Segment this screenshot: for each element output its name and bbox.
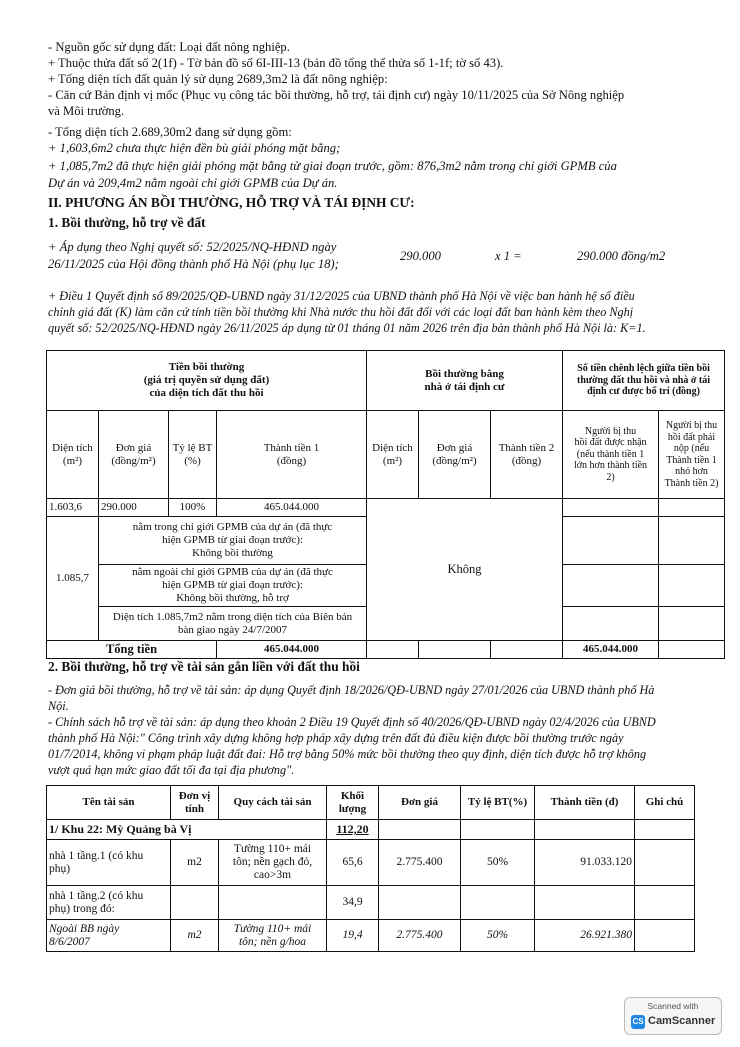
cell-qty: 19,4 (327, 920, 379, 952)
cell: 290.000 (99, 499, 169, 517)
col-price2: Đơn giá (đồng/m²) (419, 411, 491, 499)
subsection-heading: 2. Bồi thường, hỗ trợ về tài sản gắn liền với đất thu hồi (48, 659, 360, 674)
asset-table (46, 785, 695, 952)
col-receive: Người bị thu hồi đất được nhận (nếu thành tiền 1 lớn hơn thành tiền 2) (563, 411, 659, 499)
cell: nằm ngoài chỉ giới GPMB của dự án (đã thực hiện GPMB từ giai đoạn trước): Không bồi thường, hỗ trợ (99, 565, 367, 607)
cell-note (635, 840, 695, 886)
header-row (47, 786, 695, 820)
column-header: Quy cách tài sản (219, 786, 327, 820)
text-line: - Tổng diện tích 2.689,30m2 đang sử dụng gồm: (48, 125, 292, 139)
section-heading: II. PHƯƠNG ÁN BỒI THƯỜNG, HỖ TRỢ VÀ TÁI ĐỊNH CƯ: (48, 195, 415, 210)
column-header: Khối lượng (327, 786, 379, 820)
cell-amount: 91.033.120 (535, 840, 635, 886)
cell-unit: m2 (171, 840, 219, 886)
col-rate: Tỷ lệ BT (%) (169, 411, 217, 499)
watermark-text: Scanned with (647, 1001, 699, 1011)
cell-unit (171, 886, 219, 920)
table-row (47, 886, 695, 920)
text-line: - Chính sách hỗ trợ về tài sản: áp dụng theo khoản 2 Điều 19 Quyết định số 40/2026/QĐ-UBND ngày 02/4/2026 của UBND (48, 715, 656, 729)
text-line: + Thuộc thửa đất số 2(1f) - Tờ bản đồ số 6I-III-13 (bản đồ tổng thể thửa số 1-1f; tờ số 43). (48, 56, 504, 70)
text-line: + Áp dụng theo Nghị quyết số: 52/2025/NQ-HĐND ngày (48, 240, 337, 254)
text-line: + 1,603,6m2 chưa thực hiện đền bù giải phóng mặt bằng; (48, 141, 341, 155)
header-land-value: Tiền bồi thường (giá trị quyền sử dụng đất) của diện tích đất thu hồi (47, 351, 367, 411)
column-header: Đơn vị tính (171, 786, 219, 820)
cell: nằm trong chỉ giới GPMB của dự án (đã thực hiện GPMB từ giai đoạn trước): Không bồi thường (99, 517, 367, 565)
text-line: Nội. (48, 699, 69, 713)
cell-price (379, 886, 461, 920)
text-line: + Điều 1 Quyết định số 89/2025/QĐ-UBND ngày 31/12/2025 của UBND thành phố Hà Nội về việc ban hành hệ số điều (48, 289, 635, 303)
unit-price: 290.000 (400, 249, 441, 263)
text-line: 01/7/2014, không vi phạm pháp luật đất đai: Hỗ trợ bằng 50% mức bồi thường theo quy định, diện tích được hỗ trợ không (48, 747, 647, 761)
table-row (47, 840, 695, 886)
text-line: + Tổng diện tích đất quản lý sử dụng 2689,3m2 là đất nông nghiệp: (48, 72, 388, 86)
column-header: Tỷ lệ BT(%) (461, 786, 535, 820)
total-receive: 465.044.000 (563, 641, 659, 659)
adjusted-price: 290.000 đồng/m2 (577, 249, 666, 263)
cell-name: nhà 1 tầng.2 (có khu phụ) trong đó: (47, 886, 171, 920)
text-line: vượt quá hạn mức giao đất tối đa tại địa phương". (48, 763, 295, 777)
text-line: 26/11/2025 của Hội đồng thành phố Hà Nội (phụ lục 18); (48, 257, 339, 271)
subsection-heading: 1. Bồi thường, hỗ trợ về đất (48, 215, 206, 230)
header-resettlement: Bồi thường bằng nhà ở tái định cư (367, 351, 563, 411)
cell: 1.603,6 (47, 499, 99, 517)
col-pay: Người bị thu hồi đất phải nộp (nếu Thành tiền 1 nhỏ hơn Thành tiền 2) (659, 411, 725, 499)
text-line: - Đơn giá bồi thường, hỗ trợ về tài sản: áp dụng Quyết định 18/2026/QĐ-UBND ngày 27/01/2026 của UBND thành phố Hà (48, 683, 655, 697)
total-label: Tổng tiền (47, 641, 217, 659)
cell-qty: 65,6 (327, 840, 379, 886)
camscanner-logo-icon: CS (631, 1015, 645, 1029)
camscanner-watermark (624, 997, 722, 1035)
cell-spec: Tường 110+ mái tôn; nền gạch đỏ, cao>3m (219, 840, 327, 886)
text-line: - Nguồn gốc sử dụng đất: Loại đất nông nghiệp. (48, 40, 290, 54)
cell-name: Ngoài BB ngày 8/6/2007 (47, 920, 171, 952)
cell-price: 2.775.400 (379, 920, 461, 952)
column-header: Tên tài sản (47, 786, 171, 820)
cell-amount: 26.921.380 (535, 920, 635, 952)
cell-amount (535, 886, 635, 920)
land-compensation-table (46, 350, 725, 659)
cell-note (635, 886, 695, 920)
col-area: Diện tích (m²) (47, 411, 99, 499)
col-amount2: Thành tiền 2 (đồng) (491, 411, 563, 499)
total-amount: 465.044.000 (217, 641, 367, 659)
cell: 1.085,7 (47, 517, 99, 641)
zone-label: 1/ Khu 22: Mỳ Quảng bà Vị (47, 820, 327, 840)
col-price: Đơn giá (đồng/m²) (99, 411, 169, 499)
cell: 100% (169, 499, 217, 517)
text-line: và Môi trường. (48, 104, 125, 118)
text-line: thành phố Hà Nội:" Công trình xây dựng không hợp pháp xây dựng trên đất đủ điều kiện được bồi thường trước ngày (48, 731, 624, 745)
resettlement-value: Không (367, 499, 563, 641)
table-row (47, 920, 695, 952)
cell-rate: 50% (461, 840, 535, 886)
zone-quantity: 112,20 (327, 820, 379, 840)
col-area2: Diện tích (m²) (367, 411, 419, 499)
cell-rate: 50% (461, 920, 535, 952)
header-difference: Số tiền chênh lệch giữa tiền bồi thường đất thu hồi và nhà ở tái định cư được bố trí (đồng) (563, 351, 725, 411)
column-header: Thành tiền (đ) (535, 786, 635, 820)
cell-price: 2.775.400 (379, 840, 461, 886)
cell-spec (219, 886, 327, 920)
cell-note (635, 920, 695, 952)
cell: Diện tích 1.085,7m2 nằm trong diện tích của Biên bản bàn giao ngày 24/7/2007 (99, 607, 367, 641)
column-header: Ghi chú (635, 786, 695, 820)
text-line: quyết số: 52/2025/NQ-HĐND ngày 26/11/2025 áp dụng từ 01 tháng 01 năm 2026 trên địa bàn thành phố Hà Nội là: K=1. (48, 321, 646, 335)
cell-name: nhà 1 tầng.1 (có khu phụ) (47, 840, 171, 886)
col-amount1: Thành tiền 1 (đồng) (217, 411, 367, 499)
cell: 465.044.000 (217, 499, 367, 517)
text-line: + 1,085,7m2 đã thực hiện giải phóng mặt bằng từ giai đoạn trước, gồm: 876,3m2 nằm trong chỉ giới GPMB của (48, 159, 617, 173)
watermark-brand: CamScanner (648, 1015, 716, 1027)
cell-spec: Tường 110+ mái tôn; nền g/hoa (219, 920, 327, 952)
column-header: Đơn giá (379, 786, 461, 820)
text-line: - Căn cứ Bản định vị mốc (Phục vụ công tác bồi thường, hỗ trợ, tái định cư) ngày 10/11/2025 của Sở Nông nghiệp (48, 88, 625, 102)
cell-unit: m2 (171, 920, 219, 952)
coefficient: x 1 = (495, 249, 522, 263)
text-line: Dự án và 209,4m2 nằm ngoài chỉ giới GPMB của Dự án. (48, 176, 338, 190)
text-line: chỉnh giá đất (K) làm căn cứ tính tiền bồi thường khi Nhà nước thu hồi đất đối với các loại đất ban hành kèm theo Nghị (48, 305, 634, 319)
cell-qty: 34,9 (327, 886, 379, 920)
cell-rate (461, 886, 535, 920)
